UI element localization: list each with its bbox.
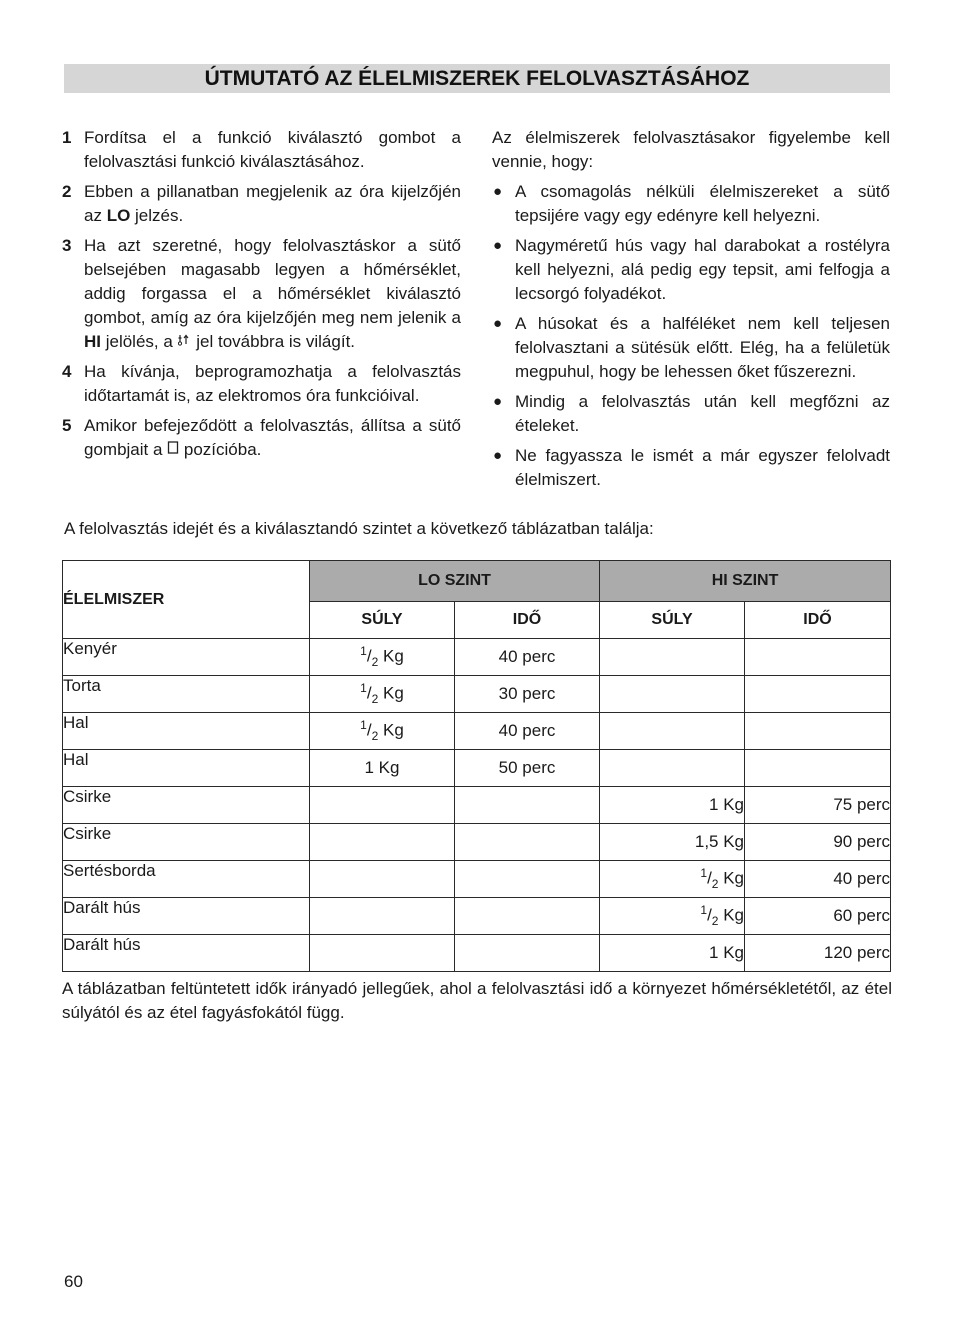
off-position-icon: [167, 438, 179, 462]
food-cell: Darált hús: [63, 898, 310, 935]
step-number: 4: [62, 362, 72, 381]
table-row: [63, 861, 891, 898]
step-text: [84, 234, 461, 354]
food-cell: Csirke: [63, 824, 310, 861]
hi-weight-cell: [600, 676, 745, 713]
hi-time-cell: 40 perc: [745, 861, 891, 898]
page-number: 60: [64, 1272, 83, 1291]
hi-time-cell: 120 perc: [745, 935, 891, 972]
step-text-part: Ebben a pillanatban megjelenik az óra kijelzőjén az: [84, 182, 461, 225]
lo-level-header: LO SZINT: [310, 561, 600, 602]
step-number: 3: [62, 236, 72, 255]
table-row: [63, 713, 891, 750]
table-row: [63, 787, 891, 824]
lo-weight-cell: [310, 935, 455, 972]
thawing-table: [62, 560, 891, 972]
fraction-denominator: 2: [371, 729, 379, 744]
steps-column: [62, 126, 461, 468]
step-text-part: jelölés, a: [101, 332, 178, 351]
lo-weight-header: SÚLY: [310, 602, 455, 639]
fraction-numerator: 1: [700, 903, 708, 918]
bullet-icon: ●: [493, 315, 503, 332]
lo-weight-cell: [310, 861, 455, 898]
hi-time-cell: 90 perc: [745, 824, 891, 861]
lo-time-cell: 40 perc: [455, 639, 600, 676]
fraction-denominator: 2: [371, 655, 379, 670]
food-cell: Darált hús: [63, 935, 310, 972]
lo-weight-cell: $^1/_2$ Kg: [310, 713, 455, 750]
hi-time-cell: [745, 750, 891, 787]
step-text-part: pozícióba.: [179, 440, 262, 459]
hi-time-header: IDŐ: [745, 602, 891, 639]
hi-weight-cell: $^1/_2$ Kg: [600, 898, 745, 935]
note-item: [492, 312, 890, 384]
food-cell: Hal: [63, 750, 310, 787]
step-text-part: jel továbbra is világít.: [191, 332, 356, 351]
note-text: A csomagolás nélküli élelmiszereket a sütő tepsijére vagy egy edényre kell helyezni.: [515, 182, 890, 225]
lo-indicator-text: LO: [106, 206, 131, 225]
step-text-part: Ha azt szeretné, hogy felolvasztáskor a sütő belsejében magasabb legyen a hőmérséklet, addig forgassa el a hőmérséklet kiválasztó gombot, amíg az óra kijelzőjén meg nem jelenik a: [84, 236, 461, 327]
step-text: Ha kívánja, beprogramozhatja a felolvasztás időtartamát is, az elektromos óra funkcióival.: [84, 362, 461, 405]
lo-weight-cell: $^1/_2$ Kg: [310, 639, 455, 676]
table-row: [63, 935, 891, 972]
note-text: Mindig a felolvasztás után kell megfőzni az ételeket.: [515, 392, 890, 435]
hi-weight-header: SÚLY: [600, 602, 745, 639]
table-footnote: A táblázatban feltüntetett idők irányadó jellegűek, ahol a felolvasztási idő a környezet hőmérsékletétől, az étel súlyától és az étel fagyásfokától függ.: [62, 979, 892, 1022]
step-text: Fordítsa el a funkció kiválasztó gombot a felolvasztási funkció kiválasztásához.: [84, 128, 461, 171]
hi-time-cell: 75 perc: [745, 787, 891, 824]
notes-intro: Az élelmiszerek felolvasztásakor figyelembe kell vennie, hogy:: [492, 128, 890, 171]
note-text: Nagyméretű hús vagy hal darabokat a rostélyra kell helyezni, alá pedig egy tepsit, ami felfogja a lecsorgó folyadékot.: [515, 236, 890, 303]
food-cell: Csirke: [63, 787, 310, 824]
weight-unit: Kg: [718, 869, 745, 889]
table-row: [63, 639, 891, 676]
hi-weight-cell: [600, 639, 745, 676]
weight-unit: Kg: [378, 684, 404, 704]
food-cell: Sertésborda: [63, 861, 310, 898]
step-2: [62, 180, 461, 228]
hi-weight-cell: [600, 750, 745, 787]
table-row: [63, 824, 891, 861]
food-column-header: ÉLELMISZER: [63, 561, 310, 639]
hi-time-cell: [745, 639, 891, 676]
thaw-icon: [178, 330, 192, 354]
fraction-numerator: 1: [700, 866, 708, 881]
food-cell: Torta: [63, 676, 310, 713]
lo-time-cell: 40 perc: [455, 713, 600, 750]
step-text-part: jelzés.: [130, 206, 184, 225]
lo-time-cell: [455, 787, 600, 824]
fraction-numerator: 1: [360, 718, 367, 733]
weight-unit: Kg: [378, 721, 404, 741]
lo-weight-cell: $^1/_2$ Kg: [310, 676, 455, 713]
lo-time-cell: [455, 935, 600, 972]
fraction-denominator: 2: [711, 877, 719, 892]
page-title: ÚTMUTATÓ AZ ÉLELMISZEREK FELOLVASZTÁSÁHOZ: [64, 64, 890, 93]
hi-level-header: HI SZINT: [600, 561, 891, 602]
fraction-denominator: 2: [711, 914, 719, 929]
note-item: [492, 390, 890, 438]
hi-weight-cell: 1 Kg: [600, 935, 745, 972]
table-row: [63, 750, 891, 787]
fraction-denominator: 2: [371, 692, 379, 707]
hi-indicator-text: HI: [84, 332, 101, 351]
hi-weight-cell: [600, 713, 745, 750]
notes-column: [492, 126, 890, 498]
table-intro: A felolvasztás idejét és a kiválasztandó szintet a következő táblázatban találja:: [64, 519, 654, 538]
note-item: [492, 234, 890, 306]
step-1: [62, 126, 461, 174]
bullet-icon: ●: [493, 183, 503, 200]
note-text: A húsokat és a halféléket nem kell teljesen felolvasztani a sütésük előtt. Elég, ha a felületük megpuhul, hogy be lehessen őket fűszerezni.: [515, 314, 890, 381]
bullet-icon: ●: [493, 447, 503, 464]
step-3: [62, 234, 461, 354]
hi-weight-cell: $^1/_2$ Kg: [600, 861, 745, 898]
hi-weight-cell: 1 Kg: [600, 787, 745, 824]
food-cell: Hal: [63, 713, 310, 750]
hi-time-cell: [745, 676, 891, 713]
bullet-icon: ●: [493, 237, 503, 254]
step-number: 2: [62, 182, 72, 201]
fraction-numerator: 1: [360, 681, 367, 696]
lo-weight-cell: 1 Kg: [310, 750, 455, 787]
lo-weight-cell: [310, 824, 455, 861]
bullet-icon: ●: [493, 393, 503, 410]
weight-unit: Kg: [718, 906, 745, 926]
lo-time-cell: [455, 824, 600, 861]
hi-time-cell: [745, 713, 891, 750]
lo-time-cell: 50 perc: [455, 750, 600, 787]
hi-weight-cell: 1,5 Kg: [600, 824, 745, 861]
food-cell: Kenyér: [63, 639, 310, 676]
step-number: 5: [62, 416, 72, 435]
lo-time-header: IDŐ: [455, 602, 600, 639]
lo-time-cell: [455, 898, 600, 935]
step-text: [84, 180, 461, 228]
fraction-numerator: 1: [360, 644, 367, 659]
note-item: [492, 180, 890, 228]
note-text: Ne fagyassza le ismét a már egyszer felolvadt élelmiszert.: [515, 446, 890, 489]
lo-time-cell: [455, 861, 600, 898]
step-text-part: Amikor befejeződött a felolvasztás, állítsa a sütő gombjait a: [84, 416, 461, 459]
step-4: [62, 360, 461, 408]
weight-unit: Kg: [378, 647, 404, 667]
step-number: 1: [62, 128, 72, 147]
table-row: [63, 898, 891, 935]
step-text: [84, 414, 461, 462]
step-5: [62, 414, 461, 462]
lo-weight-cell: [310, 787, 455, 824]
hi-time-cell: 60 perc: [745, 898, 891, 935]
note-item: [492, 444, 890, 492]
table-row: [63, 676, 891, 713]
lo-time-cell: 30 perc: [455, 676, 600, 713]
lo-weight-cell: [310, 898, 455, 935]
